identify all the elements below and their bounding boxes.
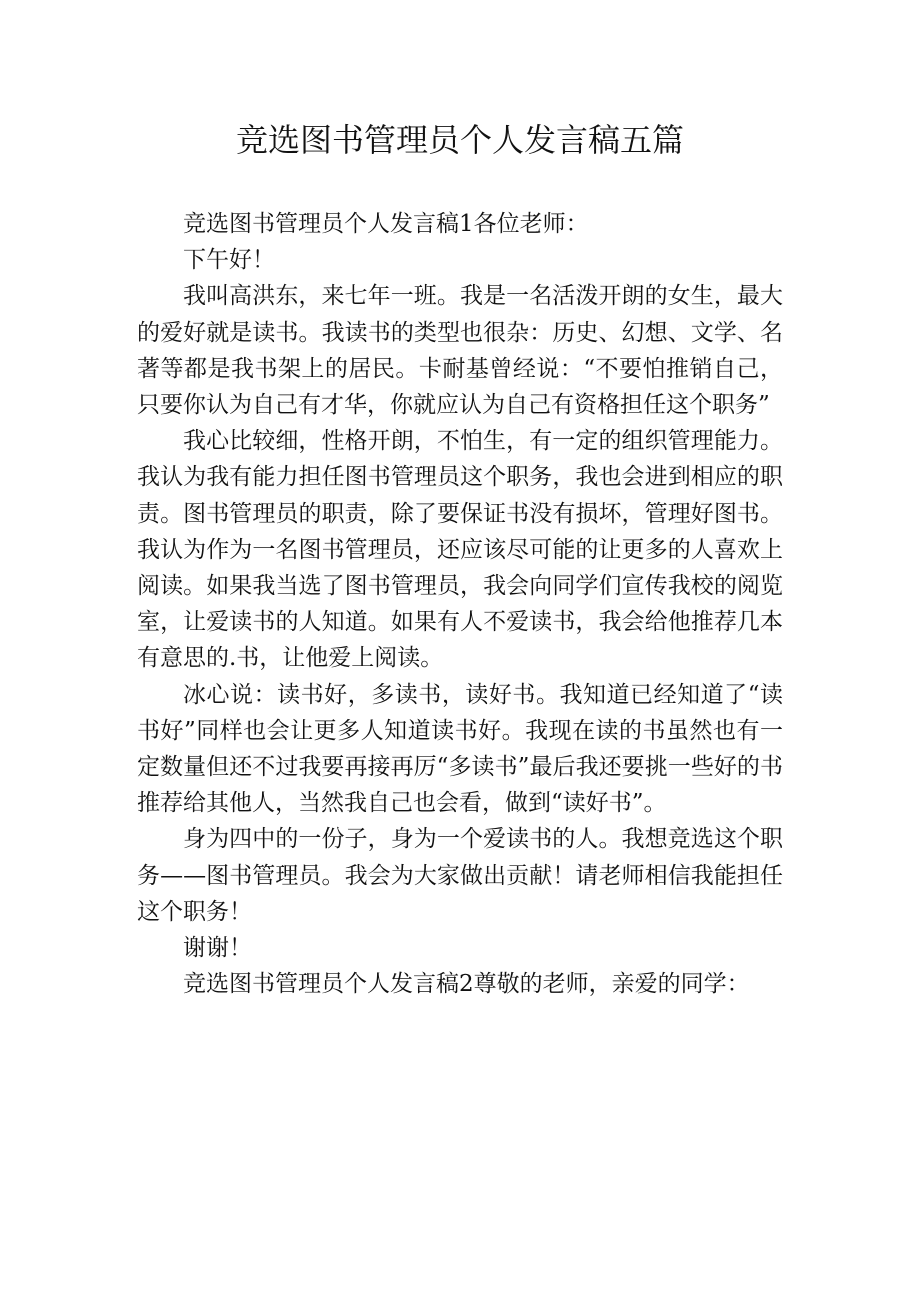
paragraph-speech-2-heading: 竞选图书管理员个人发言稿2尊敬的老师，亲爱的同学： [183,971,750,998]
paragraph-ability: 我心比较细，性格开朗，不怕生，有一定的组织管理能力。我认为我有能力担任图书管理员这个职务，我也会进到相应的职责。图书管理员的职责，除了要保证书没有损坏，管理好图书。我认为作为一名图书管理员，还应该尽可能的让更多的人喜欢上阅读。如果我当选了图书管理员，我会向同学们宣传我校的阅览室，让爱读书的人知道。如果有人不爱读书，我会给他推荐几本有意思的.书，让他爱上阅读。 [137,428,783,672]
paragraph-greeting: 下午好！ [183,247,275,274]
document-body [137,206,783,1002]
paragraph-speech-1-heading: 竞选图书管理员个人发言稿1各位老师： [183,211,589,237]
paragraph-bingxin-quote: 冰心说：读书好，多读书，读好书。我知道已经知道了“读书好”同样也会让更多人知道读书好。我现在读的书虽然也有一定数量但还不过我要再接再厉“多读书”最后我还要挑一些好的书推荐给其他人，当然我自己也会看，做到“读好书”。 [137,681,783,817]
paragraph-self-introduction: 我叫高洪东，来七年一班。我是一名活泼开朗的女生，最大的爱好就是读书。我读书的类型也很杂：历史、幻想、文学、名著等都是我书架上的居民。卡耐基曾经说：“不要怕推销自己，只要你认为自己有才华，你就应认为自己有资格担任这个职务” [137,283,783,419]
paragraph-thanks: 谢谢！ [183,935,252,962]
paragraph-conclusion: 身为四中的一份子，身为一个爱读书的人。我想竞选这个职务——图书管理员。我会为大家做出贡献！请老师相信我能担任这个职务！ [137,826,783,925]
document-title: 竞选图书管理员个人发言稿五篇 [235,121,684,159]
